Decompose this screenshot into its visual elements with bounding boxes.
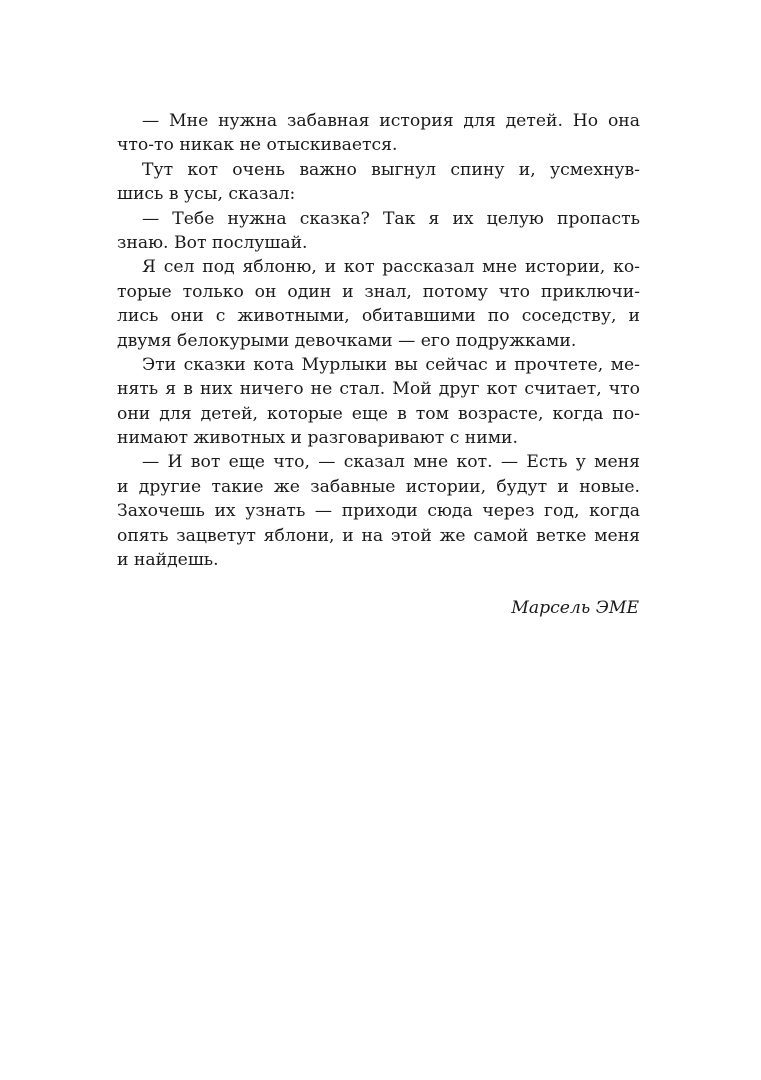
- text-line: и найдешь.: [117, 550, 219, 571]
- text-line: и другие такие же забавные истории, будут и новые.: [117, 476, 640, 497]
- text-line: Я сел под яблоню, и кот рассказал мне истории, ко-: [142, 257, 640, 278]
- text-line: торые только он один и знал, потому что приключи-: [117, 281, 640, 302]
- text-line: что-то никак не отыскивается.: [117, 135, 398, 156]
- text-line: Эти сказки кота Мурлыки вы сейчас и прочтете, ме-: [142, 354, 640, 375]
- author-signature: Марсель ЭМЕ: [511, 598, 639, 618]
- text-line: — И вот еще что, — сказал мне кот. — Есть у меня: [142, 452, 640, 473]
- text-line: нимают животных и разговаривают с ними.: [117, 428, 518, 449]
- body-text: [117, 109, 640, 572]
- text-line: Тут кот очень важно выгнул спину и, усмехнув-: [142, 159, 640, 180]
- text-line: опять зацветут яблони, и на этой же самой ветке меня: [117, 525, 640, 546]
- text-line: — Тебе нужна сказка? Так я их целую пропасть: [142, 208, 640, 229]
- text-line: — Мне нужна забавная история для детей. Но она: [142, 111, 640, 131]
- text-line: двумя белокурыми девочками — его подружками.: [117, 330, 577, 351]
- text-line: Захочешь их узнать — приходи сюда через год, когда: [117, 501, 640, 522]
- text-line: шись в усы, сказал:: [117, 184, 296, 205]
- text-line: нять я в них ничего не стал. Мой друг кот считает, что: [117, 379, 640, 400]
- text-line: лись они с животными, обитавшими по соседству, и: [117, 306, 640, 327]
- text-line: они для детей, которые еще в том возрасте, когда по-: [117, 403, 640, 424]
- text-line: знаю. Вот послушай.: [117, 232, 308, 253]
